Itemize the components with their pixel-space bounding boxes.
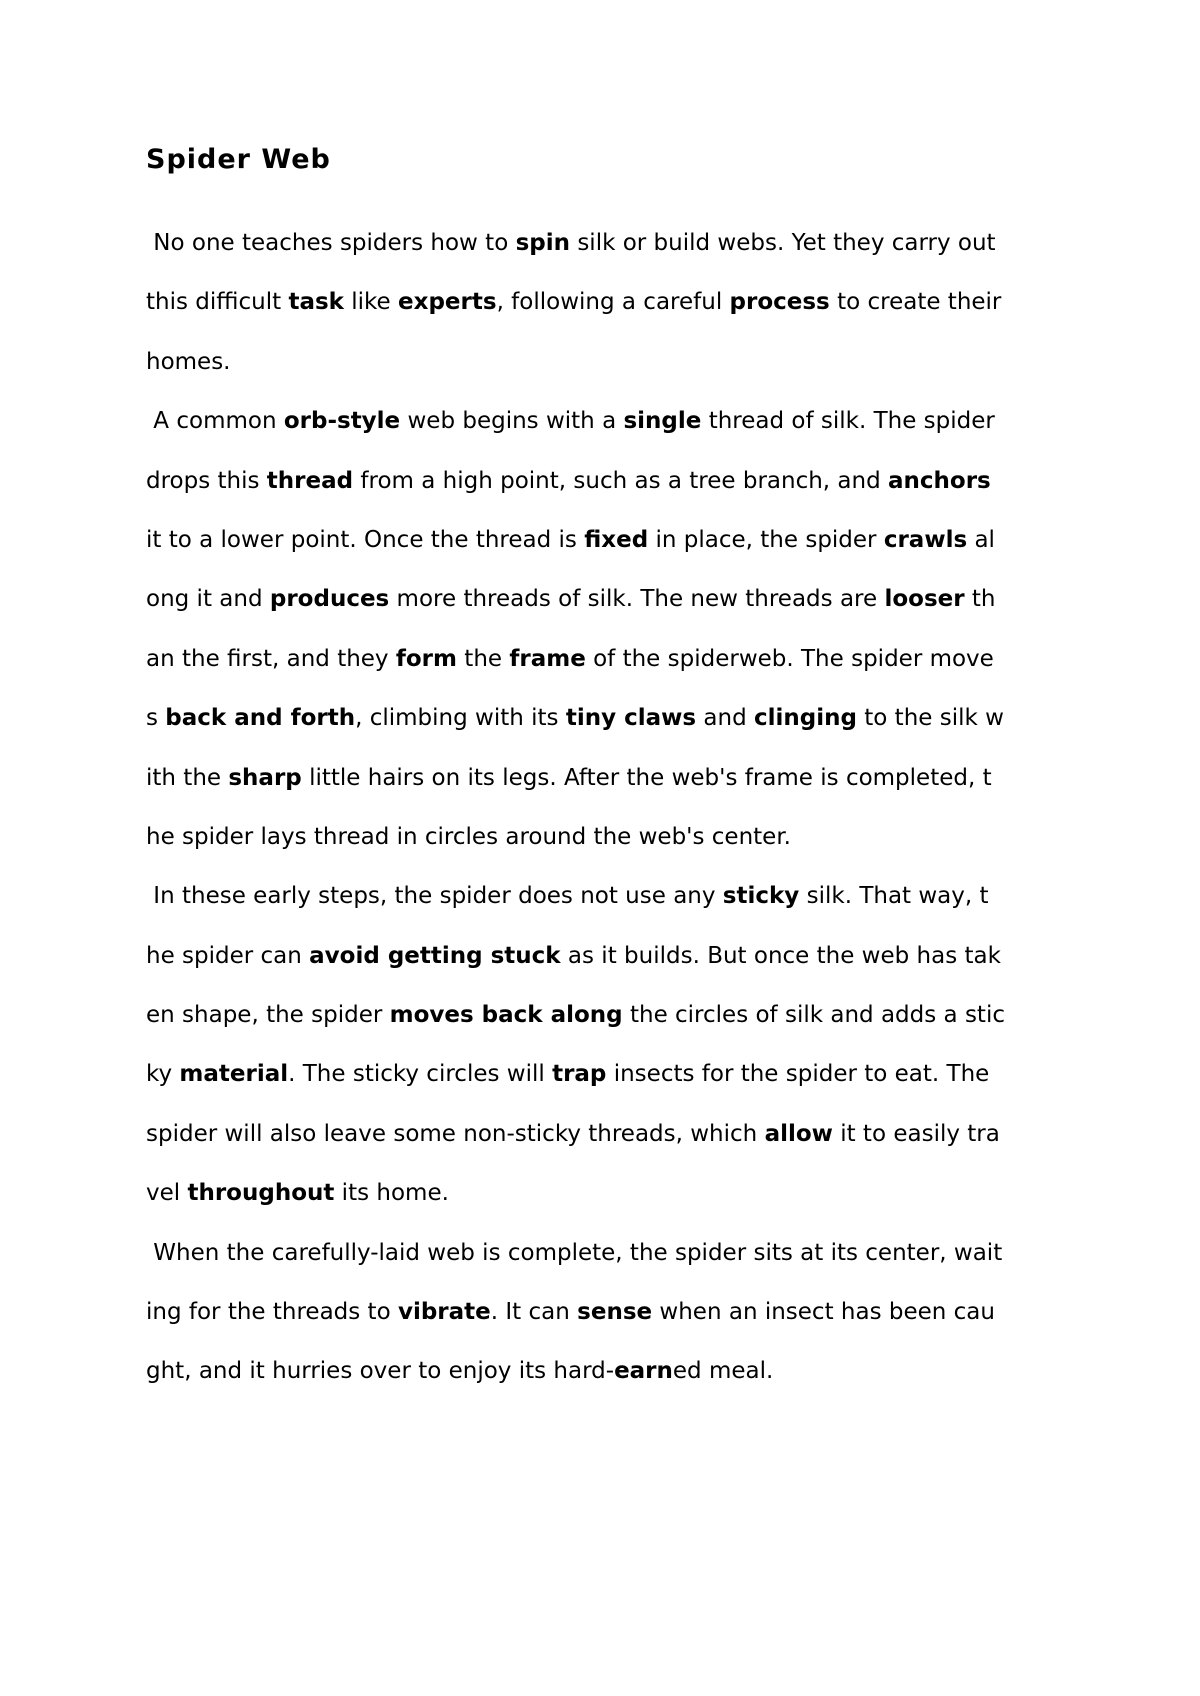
text-run: ed meal. — [672, 1358, 774, 1385]
text-line — [146, 630, 1106, 689]
text-run: an the first, and they — [146, 645, 396, 672]
text-run: al — [967, 526, 995, 553]
text-run: when an insect has been cau — [652, 1299, 995, 1326]
bold-keyword: allow — [764, 1120, 833, 1147]
bold-keyword: trap — [552, 1061, 607, 1088]
text-line — [146, 1164, 1106, 1223]
text-run: to create their — [829, 289, 1002, 316]
text-run: en shape, the spider — [146, 1002, 390, 1029]
bold-keyword: orb-style — [283, 408, 401, 435]
bold-keyword: throughout — [187, 1180, 335, 1207]
text-run: he spider can — [146, 942, 310, 969]
bold-keyword: moves back along — [389, 1002, 623, 1029]
bold-keyword: earn — [614, 1358, 673, 1385]
bold-keyword: sharp — [228, 764, 302, 791]
text-run: silk or build webs. Yet they carry out — [570, 230, 996, 256]
text-run: and — [696, 705, 754, 732]
bold-keyword: spin — [515, 230, 571, 256]
text-run: of the spiderweb. The spider move — [585, 645, 994, 672]
text-run: A common — [146, 408, 284, 435]
bold-keyword: looser — [884, 586, 965, 613]
text-run: more threads of silk. The new threads are — [389, 586, 885, 613]
text-line — [146, 273, 1106, 332]
text-line — [146, 570, 1106, 629]
text-run: ght, and it hurries over to enjoy its hard- — [146, 1358, 615, 1385]
text-run: thread of silk. The spider — [701, 408, 995, 435]
document-page — [146, 140, 1106, 1402]
bold-keyword: vibrate — [397, 1299, 491, 1326]
text-line — [146, 392, 1106, 451]
bold-keyword: clinging — [754, 705, 857, 732]
bold-keyword: sense — [577, 1299, 653, 1326]
text-run: spider will also leave some non-sticky threads, which — [146, 1120, 765, 1147]
text-line — [146, 749, 1106, 808]
text-run: homes. — [146, 348, 231, 375]
text-run: the circles of silk and adds a stic — [622, 1002, 1005, 1029]
text-line — [146, 1045, 1106, 1104]
bold-keyword: form — [395, 645, 457, 672]
bold-keyword: back and forth — [165, 705, 356, 732]
text-run: silk. That way, t — [799, 883, 989, 910]
text-run: its home. — [334, 1180, 449, 1207]
bold-keyword: task — [288, 289, 344, 316]
text-line — [146, 452, 1106, 511]
text-run: . It can — [490, 1299, 578, 1326]
text-line — [146, 214, 1106, 273]
text-run: vel — [146, 1180, 188, 1207]
text-run: web begins with a — [400, 408, 624, 435]
text-run: he spider lays thread in circles around the web's center. — [146, 823, 791, 850]
text-run: the — [456, 645, 510, 672]
text-line — [146, 927, 1106, 986]
text-line — [146, 986, 1106, 1045]
text-run: No one teaches spiders how to — [146, 230, 516, 256]
bold-keyword: crawls — [883, 526, 968, 553]
text-run: , climbing with its — [355, 705, 566, 732]
text-run: s — [146, 705, 166, 732]
text-run: insects for the spider to eat. The — [606, 1061, 990, 1088]
text-line — [146, 333, 1106, 392]
bold-keyword: avoid getting stuck — [309, 942, 561, 969]
text-run: to the silk w — [856, 705, 1004, 732]
text-run: from a high point, such as a tree branch, and — [353, 467, 889, 494]
text-line — [146, 1105, 1106, 1164]
text-run: ky — [146, 1061, 180, 1088]
text-line — [146, 689, 1106, 748]
text-run: , following a careful — [496, 289, 730, 316]
bold-keyword: frame — [509, 645, 586, 672]
text-run: it to easily tra — [832, 1120, 1000, 1147]
text-line — [146, 1283, 1106, 1342]
bold-keyword: single — [623, 408, 702, 435]
text-line — [146, 867, 1106, 926]
text-run: In these early steps, the spider does not use any — [146, 883, 723, 910]
text-run: th — [964, 586, 996, 613]
bold-keyword: process — [729, 289, 830, 316]
bold-keyword: tiny claws — [565, 705, 697, 732]
text-run: ith the — [146, 764, 229, 791]
text-run: drops this — [146, 467, 267, 494]
text-run: . The sticky circles will — [288, 1061, 553, 1088]
text-run: as it builds. But once the web has tak — [560, 942, 1001, 969]
bold-keyword: experts — [398, 289, 497, 316]
document-title: Spider Web — [146, 144, 331, 175]
text-run: this difficult — [146, 289, 289, 316]
bold-keyword: sticky — [722, 883, 800, 910]
text-run: in place, the spider — [648, 526, 884, 553]
text-run: little hairs on its legs. After the web's frame is completed, t — [301, 764, 992, 791]
text-line — [146, 1342, 1106, 1401]
text-line — [146, 808, 1106, 867]
text-run: When the carefully-laid web is complete, the spider sits at its center, wait — [146, 1239, 1003, 1266]
text-run: it to a lower point. Once the thread is — [146, 526, 585, 553]
bold-keyword: produces — [269, 586, 390, 613]
text-run: ong it and — [146, 586, 270, 613]
bold-keyword: fixed — [584, 526, 649, 553]
bold-keyword: thread — [266, 467, 354, 494]
text-run: like — [343, 289, 399, 316]
bold-keyword: anchors — [888, 467, 991, 494]
text-line — [146, 511, 1106, 570]
text-line — [146, 1224, 1106, 1283]
bold-keyword: material — [179, 1061, 289, 1088]
text-run: ing for the threads to — [146, 1299, 398, 1326]
document-body — [146, 214, 1106, 1402]
